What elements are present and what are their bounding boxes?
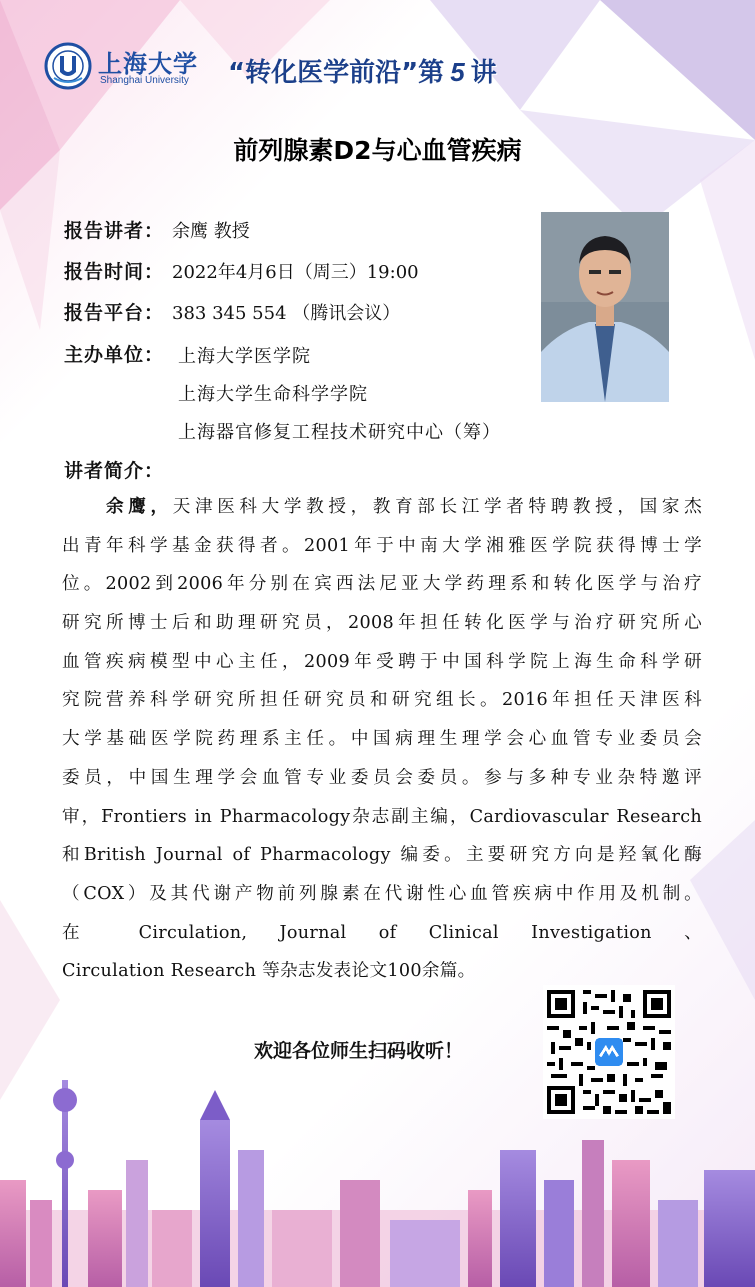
speaker-row: [64, 216, 250, 243]
platform-row: [64, 298, 400, 325]
speaker-label: 报告讲者：: [64, 220, 165, 242]
speaker-photo: [541, 212, 669, 402]
organizer-item: 上海大学医学院: [178, 346, 311, 367]
series-prefix: “转化医学前沿”第: [228, 58, 445, 88]
series-number: 5: [450, 57, 465, 87]
organizer-label: 主办单位：: [64, 344, 165, 366]
bio-line: 究院营养科学研究所担任研究员和研究组长。2016年担任天津医科: [62, 690, 702, 711]
qr-code[interactable]: [543, 985, 675, 1119]
series-suffix: 讲: [470, 58, 497, 88]
bio-line: 委员，中国生理学会血管专业委员会委员。参与多种专业杂特邀评: [62, 767, 702, 788]
talk-title: 前列腺素D2与心血管疾病: [233, 136, 522, 165]
platform-label: 报告平台：: [64, 302, 165, 324]
bio-heading: 讲者简介：: [64, 460, 165, 482]
platform-value: 383 345 554 （腾讯会议）: [172, 303, 401, 324]
bio-line: （COX）及其代谢产物前列腺素在代谢性心血管疾病中作用及机制。: [62, 883, 702, 904]
organizer-item: 上海大学生命科学学院: [178, 384, 368, 405]
bio-line: Circulation Research 等杂志发表论文100余篇。: [62, 961, 476, 982]
time-label: 报告时间：: [64, 261, 165, 283]
series-title: [228, 52, 497, 89]
bio-line: 和British Journal of Pharmacology 编委。主要研究方向是羟氧化酶: [62, 845, 702, 866]
bio-line: 审，Frontiers in Pharmacology杂志副主编，Cardiovascular Research: [62, 806, 702, 827]
bio-line: 在 Circulation, Journal of Clinical Investigation 、: [62, 922, 702, 943]
organizer-row: [64, 340, 164, 367]
logo-english-name: Shanghai University: [100, 75, 189, 86]
bio-line: 位。2002到2006年分别在宾西法尼亚大学药理系和转化医学与治疗: [62, 574, 702, 595]
bio-paragraph: [62, 488, 702, 991]
bio-line: 血管疾病模型中心主任，2009年受聘于中国科学院上海生命科学研: [62, 651, 702, 672]
bio-speaker-name: 余鹰，: [106, 497, 173, 517]
logo-chinese-name: 上海大学: [98, 49, 198, 78]
bio-line: 大学基础医学院药理系主任。中国病理生理学会心血管专业委员会: [62, 729, 702, 750]
speaker-value: 余鹰 教授: [172, 221, 250, 242]
organizer-item: 上海器官修复工程技术研究中心（筹）: [178, 422, 501, 443]
university-emblem-icon: [44, 42, 92, 90]
time-row: [64, 257, 419, 284]
welcome-text: 欢迎各位师生扫码收听！: [254, 1040, 464, 1062]
bio-line: 出青年科学基金获得者。2001年于中南大学湘雅医学院获得博士学: [62, 535, 702, 556]
bio-line: 研究所博士后和助理研究员，2008年担任转化医学与治疗研究所心: [62, 613, 702, 634]
time-value: 2022年4月6日（周三）19:00: [172, 262, 419, 283]
bio-line: 余鹰，天津医科大学教授，教育部长江学者特聘教授，国家杰: [106, 497, 702, 517]
university-logo: [44, 42, 198, 92]
